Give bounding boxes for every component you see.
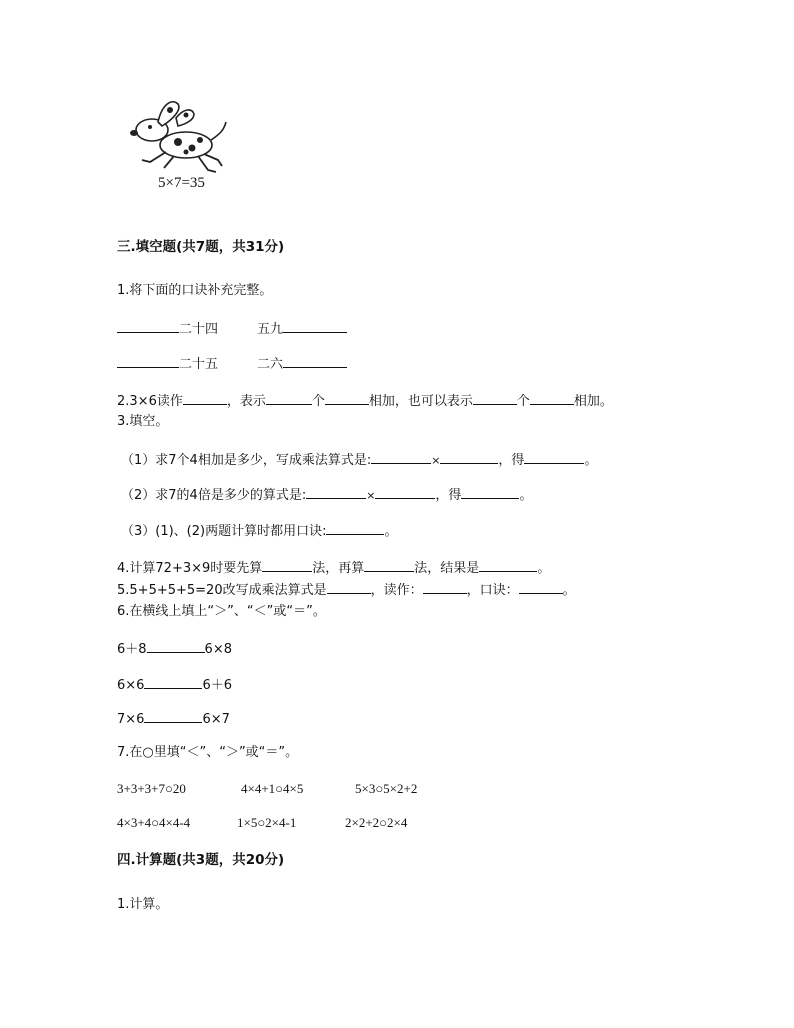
- answer-blank[interactable]: [183, 392, 227, 405]
- q2-p5: 个: [516, 394, 530, 409]
- answer-blank[interactable]: [326, 522, 384, 535]
- answer-blank[interactable]: [371, 451, 431, 464]
- q7-r1-c1: 3+3+3+7○20: [117, 781, 186, 796]
- q2-p3: 个: [311, 394, 325, 409]
- answer-blank[interactable]: [440, 451, 498, 464]
- q3-s1-a: （1）求7个4相加是多少，写成乘法算式是:: [121, 453, 372, 468]
- answer-blank[interactable]: [327, 581, 371, 594]
- q4-p4: 。: [537, 561, 551, 576]
- q3-s2-c: 。: [519, 488, 533, 503]
- q5-p1: 5.5+5+5+5=20改写成乘法算式是: [117, 583, 327, 598]
- q3-s3-b: 。: [384, 524, 398, 539]
- answer-blank[interactable]: [364, 559, 414, 572]
- answer-blank[interactable]: [262, 559, 312, 572]
- answer-blank[interactable]: [147, 640, 205, 653]
- q3-s1-c: 。: [584, 453, 598, 468]
- q5-line: [117, 581, 576, 599]
- q6-row-3: [117, 710, 230, 728]
- q1-row1: [117, 320, 218, 338]
- answer-blank[interactable]: [519, 581, 563, 594]
- q3-s1-b: ，得: [498, 453, 525, 468]
- q1-row1-b: [257, 320, 347, 338]
- q4-p3: 法，结果是: [414, 561, 480, 576]
- section-3-title: 三.填空题(共7题，共31分): [117, 239, 285, 255]
- q6-row-1: [117, 640, 232, 658]
- answer-blank[interactable]: [423, 581, 467, 594]
- answer-blank[interactable]: [117, 320, 179, 333]
- q1-text: 1.将下面的口诀补充完整。: [117, 283, 273, 298]
- q4-line: [117, 559, 550, 577]
- q5-p3: ，口诀：: [466, 583, 519, 598]
- q2-p6: 相加。: [573, 394, 613, 409]
- q7-r2-c1: 4×3+4○4×4-4: [117, 815, 191, 830]
- answer-blank[interactable]: [479, 559, 537, 572]
- answer-blank[interactable]: [283, 320, 347, 333]
- q6-row-2: [117, 676, 232, 694]
- q4-p1: 4.计算72+3×9时要先算: [117, 561, 263, 576]
- dog-illustration: [128, 100, 228, 175]
- q3-s2-a: （2）求7的4倍是多少的算式是:: [121, 488, 307, 503]
- answer-blank[interactable]: [375, 486, 435, 499]
- q7-r1-c2: 4×4+1○4×5: [241, 781, 304, 796]
- answer-blank[interactable]: [524, 451, 584, 464]
- q3-s3-a: （3）(1)、(2)两题计算时都用口诀:: [121, 524, 327, 539]
- q2-line: [117, 392, 613, 410]
- q2-p1: 2.3×6读作: [117, 394, 183, 409]
- q6-r1-left: 6＋8: [117, 642, 147, 657]
- q7-text: 7.在○里填“＜”、“＞”或“＝”。: [117, 745, 299, 760]
- q7-r2-c2: 1×5○2×4-1: [237, 815, 297, 830]
- s4-q1-text: 1.计算。: [117, 897, 169, 912]
- q2-p4: 相加，也可以表示: [368, 394, 473, 409]
- answer-blank[interactable]: [461, 486, 519, 499]
- q3-sub2: [121, 486, 532, 504]
- q5-p2: ，读作：: [370, 583, 423, 598]
- q6-r2-right: 6＋6: [202, 678, 232, 693]
- q5-p4: 。: [562, 583, 576, 598]
- q1-r2-a: 二十五: [179, 357, 219, 372]
- q6-r2-left: 6×6: [117, 678, 145, 693]
- answer-blank[interactable]: [144, 710, 202, 723]
- answer-blank[interactable]: [473, 392, 517, 405]
- q6-r3-right: 6×7: [202, 712, 230, 727]
- answer-blank[interactable]: [306, 486, 366, 499]
- q1-row2-b: [257, 355, 347, 373]
- q1-r2-b: 二六: [257, 357, 284, 372]
- answer-blank[interactable]: [117, 355, 179, 368]
- q1-r1-b: 五九: [257, 322, 284, 337]
- times-sign: ×: [366, 489, 376, 502]
- q6-r3-left: 7×6: [117, 712, 145, 727]
- q1-row2: [117, 355, 218, 373]
- q6-text: 6.在横线上填上“＞”、“＜”或“＝”。: [117, 604, 326, 619]
- section-4-title: 四.计算题(共3题，共20分): [117, 852, 285, 868]
- answer-blank[interactable]: [283, 355, 347, 368]
- q3-sub3: [121, 522, 398, 540]
- q6-r1-right: 6×8: [204, 642, 232, 657]
- q3-text: 3.填空。: [117, 414, 169, 429]
- answer-blank[interactable]: [144, 676, 202, 689]
- top-equation: 5×7=35: [158, 175, 205, 191]
- answer-blank[interactable]: [266, 392, 312, 405]
- answer-blank[interactable]: [325, 392, 369, 405]
- answer-blank[interactable]: [530, 392, 574, 405]
- q4-p2: 法，再算: [312, 561, 365, 576]
- q7-r2-c3: 2×2+2○2×4: [345, 815, 408, 830]
- times-sign: ×: [431, 454, 441, 467]
- q3-sub1: [121, 451, 597, 469]
- q2-p2: ，表示: [226, 394, 266, 409]
- q3-s2-b: ，得: [435, 488, 462, 503]
- q1-r1-a: 二十四: [179, 322, 219, 337]
- q7-r1-c3: 5×3○5×2+2: [355, 781, 418, 796]
